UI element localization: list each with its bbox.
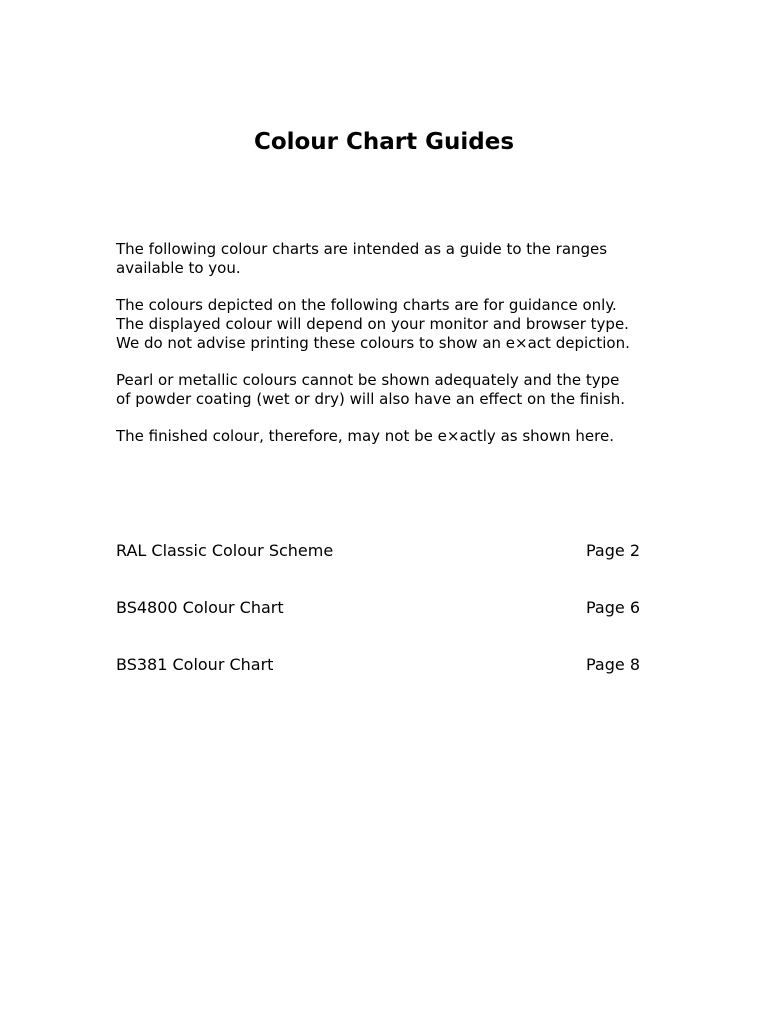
text-line: of powder coating (wet or dry) will also have an effect on the finish.	[116, 390, 626, 408]
contents-list	[116, 540, 640, 711]
intro-paragraph-ranges	[116, 240, 676, 278]
page-title: Colour Chart Guides	[253, 129, 515, 155]
contents-row-bs381[interactable]	[116, 654, 640, 711]
contents-title: BS4800 Colour Chart	[116, 598, 284, 617]
text-line: The finished colour, therefore, may not be e×actly as shown here.	[116, 427, 614, 445]
contents-page: Page 6	[586, 598, 640, 617]
contents-title: BS381 Colour Chart	[116, 655, 274, 674]
text-line: We do not advise printing these colours to show an e×act depiction.	[116, 334, 630, 352]
contents-page: Page 8	[586, 655, 640, 674]
contents-title: RAL Classic Colour Scheme	[116, 541, 334, 560]
intro-text	[116, 240, 676, 464]
contents-row-bs4800[interactable]	[116, 597, 640, 654]
contents-page: Page 2	[586, 541, 640, 560]
intro-paragraph-metallic	[116, 371, 676, 409]
contents-row-ral[interactable]	[116, 540, 640, 597]
text-line: The following colour charts are intended as a guide to the ranges	[116, 240, 608, 258]
text-line: Pearl or metallic colours cannot be shown adequately and the type	[116, 371, 620, 389]
text-line: available to you.	[116, 259, 241, 277]
text-line: The colours depicted on the following charts are for guidance only.	[116, 296, 617, 314]
intro-paragraph-guidance	[116, 296, 676, 353]
intro-paragraph-finish	[116, 427, 676, 446]
text-line: The displayed colour will depend on your monitor and browser type.	[116, 315, 629, 333]
